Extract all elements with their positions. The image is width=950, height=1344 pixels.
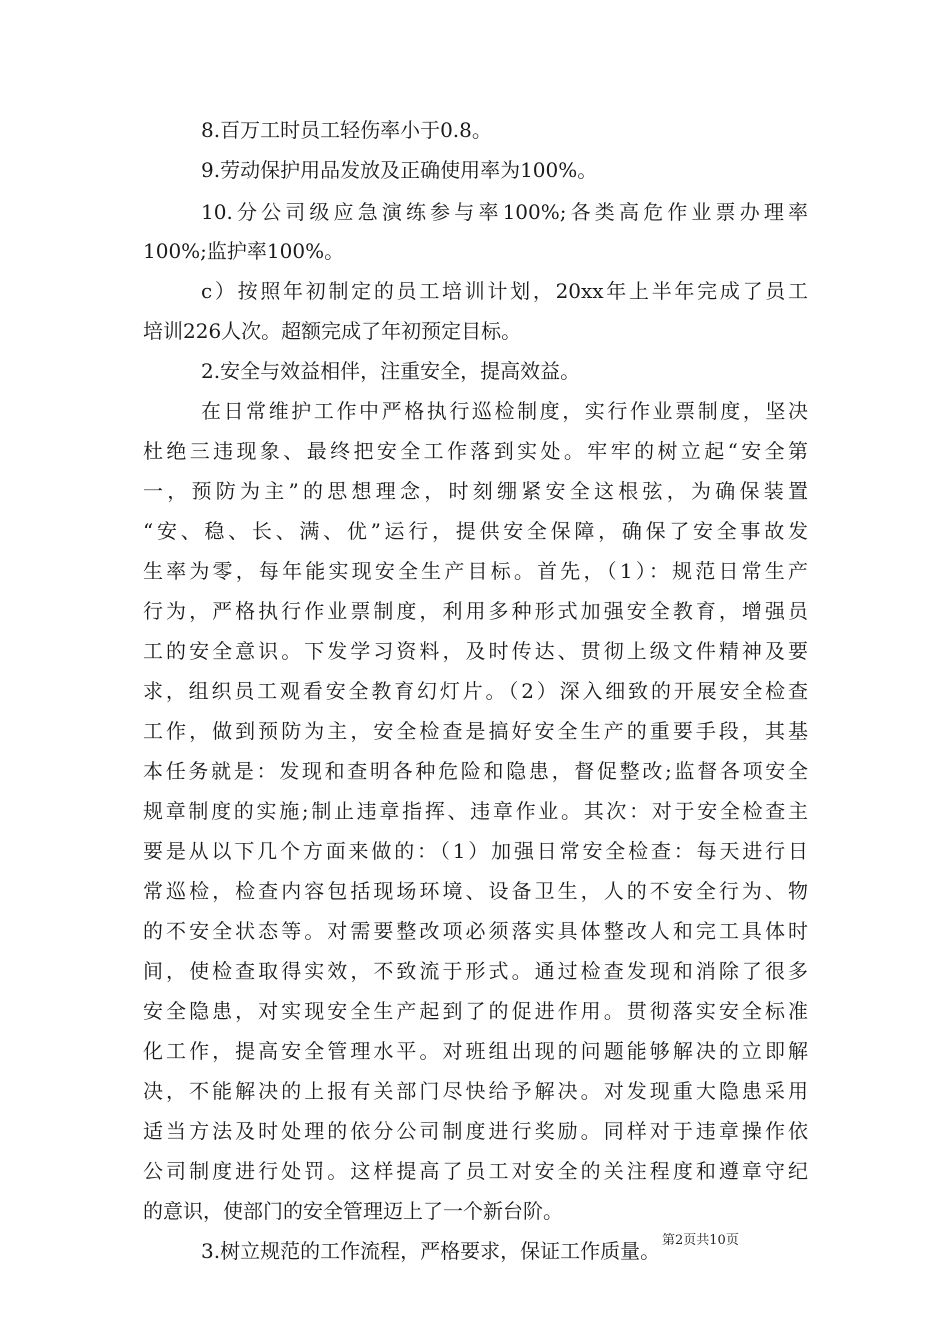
text-line: 规章制度的实施;制止违章指挥、违章作业。其次：对于安全检查主 <box>143 799 808 823</box>
text-line: 间，使检查取得实效，不致流于形式。通过检查发现和消除了很多 <box>143 959 808 983</box>
text-line: 生率为零，每年能实现安全生产目标。首先，（1）：规范日常生产 <box>143 559 808 583</box>
text-line: 行为，严格执行作业票制度，利用多种形式加强安全教育，增强员 <box>143 599 808 623</box>
text-line: 一，预防为主”的思想理念，时刻绷紧安全这根弦，为确保装置 <box>143 479 808 503</box>
text-line: 培训226人次。超额完成了年初预定目标。 <box>143 319 522 343</box>
page-number: 第2页共10页 <box>662 1233 739 1248</box>
text-line: 8.百万工时员工轻伤率小于0.8。 <box>201 118 492 142</box>
text-line: 在日常维护工作中严格执行巡检制度，实行作业票制度，坚决 <box>201 399 808 423</box>
text-line: 化工作，提高安全管理水平。对班组出现的问题能够解决的立即解 <box>143 1039 808 1063</box>
text-line: 3.树立规范的工作流程，严格要求，保证工作质量。 <box>201 1239 661 1263</box>
text-line: 求，组织员工观看安全教育幻灯片。（2）深入细致的开展安全检查 <box>143 679 808 703</box>
text-line: “安、稳、长、满、优”运行，提供安全保障，确保了安全事故发 <box>143 519 808 543</box>
text-line: 工的安全意识。下发学习资料，及时传达、贯彻上级文件精神及要 <box>143 639 808 663</box>
text-line: 杜绝三违现象、最终把安全工作落到实处。牢牢的树立起“安全第 <box>143 439 808 463</box>
text-line: 9.劳动保护用品发放及正确使用率为100%。 <box>201 158 598 182</box>
text-line: 工作，做到预防为主，安全检查是搞好安全生产的重要手段，其基 <box>143 719 808 743</box>
text-line: 适当方法及时处理的依分公司制度进行奖励。同样对于违章操作依 <box>143 1119 808 1143</box>
text-line: 的不安全状态等。对需要整改项必须落实具体整改人和完工具体时 <box>143 919 808 943</box>
text-line: 的意识，使部门的安全管理迈上了一个新台阶。 <box>143 1199 563 1223</box>
text-line: c）按照年初制定的员工培训计划，20xx年上半年完成了员工 <box>201 279 808 303</box>
text-line: 要是从以下几个方面来做的：（1）加强日常安全检查：每天进行日 <box>143 839 808 863</box>
text-line: 决，不能解决的上报有关部门尽快给予解决。对发现重大隐患采用 <box>143 1079 808 1103</box>
text-line: 10.分公司级应急演练参与率100%;各类高危作业票办理率 <box>201 200 808 224</box>
text-line: 安全隐患，对实现安全生产起到了的促进作用。贯彻落实安全标准 <box>143 999 808 1023</box>
text-line: 2.安全与效益相伴，注重安全，提高效益。 <box>201 359 581 383</box>
text-line: 常巡检，检查内容包括现场环境、设备卫生，人的不安全行为、物 <box>143 879 808 903</box>
text-line: 本任务就是：发现和查明各种危险和隐患，督促整改;监督各项安全 <box>143 759 808 783</box>
text-line: 100%;监护率100%。 <box>143 239 345 263</box>
text-line: 公司制度进行处罚。这样提高了员工对安全的关注程度和遵章守纪 <box>143 1159 808 1183</box>
